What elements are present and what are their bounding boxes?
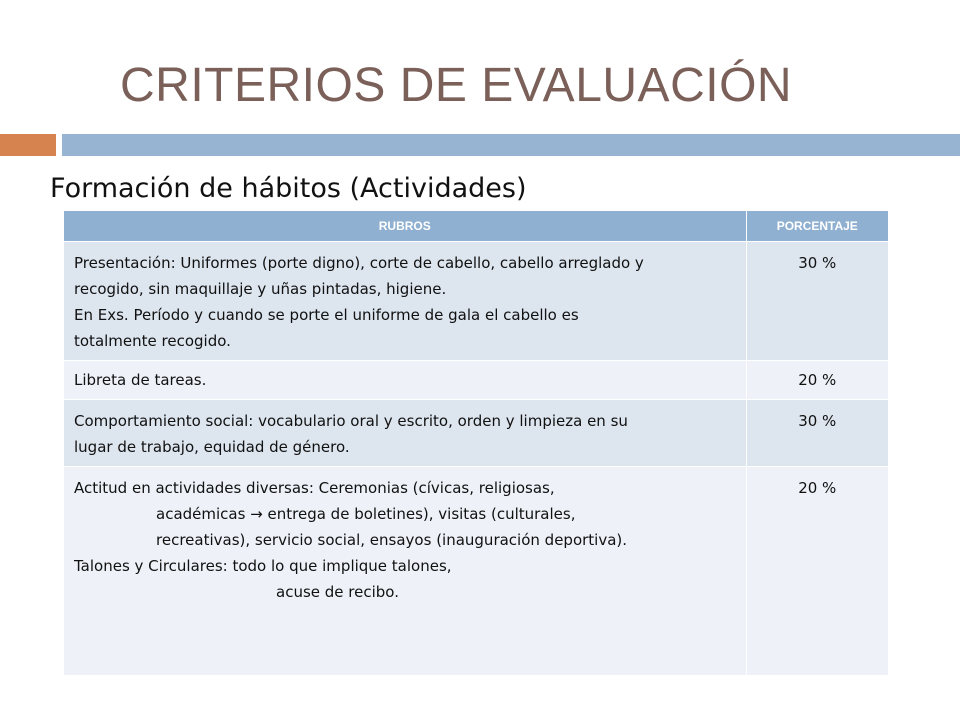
slide-title: CRITERIOS DE EVALUACIÓN	[120, 59, 793, 112]
rubro-line: recreativas), servicio social, ensayos (inauguración deportiva).	[156, 531, 628, 549]
rubro-line: acuse de recibo.	[276, 583, 399, 601]
percent-cell: 20 %	[746, 361, 888, 400]
table-header-row	[64, 211, 888, 242]
rubro-line: En Exs. Período y cuando se porte el uniforme de gala el cabello es	[74, 306, 579, 324]
percent-cell: 30 %	[746, 400, 888, 467]
accent-bar-orange	[0, 134, 56, 156]
rubro-cell-libreta	[64, 361, 746, 400]
rubro-line: lugar de trabajo, equidad de género.	[74, 438, 350, 456]
header-porcentaje: PORCENTAJE	[746, 211, 888, 242]
rubro-line: totalmente recogido.	[74, 332, 231, 350]
table-row	[64, 400, 888, 467]
percent-cell: 20 %	[746, 467, 888, 675]
rubro-line: Libreta de tareas.	[74, 371, 207, 389]
evaluation-criteria-table	[64, 211, 888, 675]
rubro-line: académicas → entrega de boletines), visitas (culturales,	[156, 505, 576, 523]
header-rubros: RUBROS	[64, 211, 746, 242]
rubro-line: Actitud en actividades diversas: Ceremonias (cívicas, religiosas,	[74, 479, 555, 497]
slide-subtitle: Formación de hábitos (Actividades)	[50, 173, 527, 204]
rubro-cell-actitud	[64, 467, 746, 675]
rubro-cell-presentacion	[64, 242, 746, 361]
table-row	[64, 467, 888, 675]
percent-cell: 30 %	[746, 242, 888, 361]
rubro-cell-comportamiento	[64, 400, 746, 467]
table-row	[64, 361, 888, 400]
rubro-line: Comportamiento social: vocabulario oral y escrito, orden y limpieza en su	[74, 412, 628, 430]
rubro-line: Presentación: Uniformes (porte digno), corte de cabello, cabello arreglado y	[74, 254, 644, 272]
rubro-line: recogido, sin maquillaje y uñas pintadas, higiene.	[74, 280, 447, 298]
rubro-line: Talones y Circulares: todo lo que implique talones,	[74, 557, 452, 575]
accent-bar-blue	[62, 134, 960, 156]
table-row	[64, 242, 888, 361]
